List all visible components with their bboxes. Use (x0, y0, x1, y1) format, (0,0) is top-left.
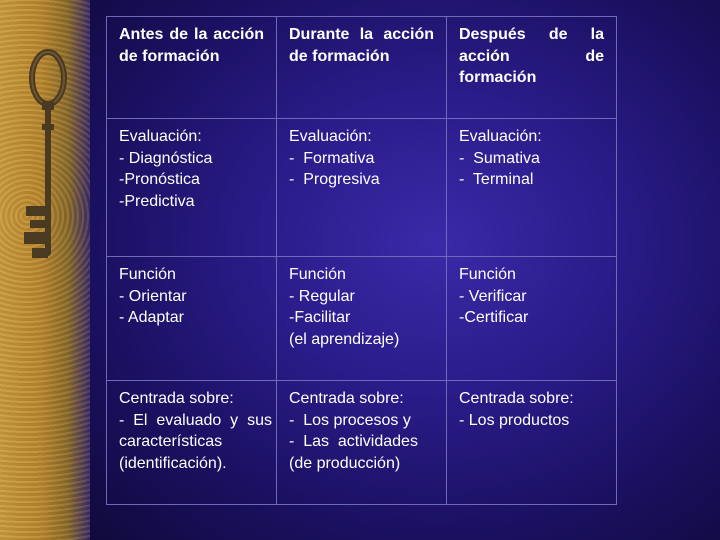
table-cell (107, 257, 277, 381)
cell-line: (identificación). (119, 454, 227, 472)
table-cell (277, 257, 447, 381)
cell-line: Evaluación: (459, 128, 542, 145)
table-row-function (107, 257, 617, 381)
table-row-evaluation (107, 119, 617, 257)
cell-line: Función (119, 266, 176, 283)
cell-line: - Formativa (289, 149, 375, 167)
cell-line: Función (459, 266, 516, 283)
cell-line: - Terminal (459, 171, 534, 188)
cell-line: - Adaptar (119, 309, 184, 326)
cell-line: - Los procesos y (289, 411, 411, 429)
cell-line: - Progresiva (289, 171, 380, 188)
table-cell (447, 119, 617, 257)
evaluation-table (106, 16, 617, 505)
cell-line: -Predictiva (119, 192, 195, 210)
cell-line: - Sumativa (459, 149, 540, 167)
cell-line: (el aprendizaje) (289, 330, 400, 348)
cell-line: - Diagnóstica (119, 149, 213, 167)
table-cell (277, 381, 447, 505)
cell-line: -Certificar (459, 309, 529, 326)
cell-line: (de producción) (289, 454, 401, 472)
cell-line: - Verificar (459, 287, 527, 305)
cell-line: -Pronóstica (119, 171, 200, 188)
table-row-focus (107, 381, 617, 505)
cell-line: características (119, 433, 223, 450)
cell-line: Centrada sobre: (119, 390, 234, 407)
evaluation-table-container (106, 16, 616, 492)
table-cell (107, 119, 277, 257)
header-during: Durante la acción de formación (277, 17, 447, 119)
cell-line: Evaluación: (289, 128, 372, 145)
header-after: Después de la acción de formación (447, 17, 617, 119)
cell-line: - Regular (289, 287, 355, 305)
key-icon (8, 38, 88, 288)
cell-line: - El evaluado y sus (119, 411, 272, 429)
table-header-row (107, 17, 617, 119)
table-cell (447, 257, 617, 381)
cell-line: Centrada sobre: (459, 390, 574, 407)
header-before: Antes de la acción de formación (107, 17, 277, 119)
cell-line: - Las actividades (289, 433, 418, 450)
table-cell (447, 381, 617, 505)
cell-line: - Los productos (459, 411, 570, 429)
table-cell (277, 119, 447, 257)
cell-line: Función (289, 266, 346, 283)
cell-line: - Orientar (119, 287, 187, 305)
cell-line: -Facilitar (289, 309, 351, 326)
cell-line: Centrada sobre: (289, 390, 404, 407)
table-cell (107, 381, 277, 505)
cell-line: Evaluación: (119, 128, 202, 145)
